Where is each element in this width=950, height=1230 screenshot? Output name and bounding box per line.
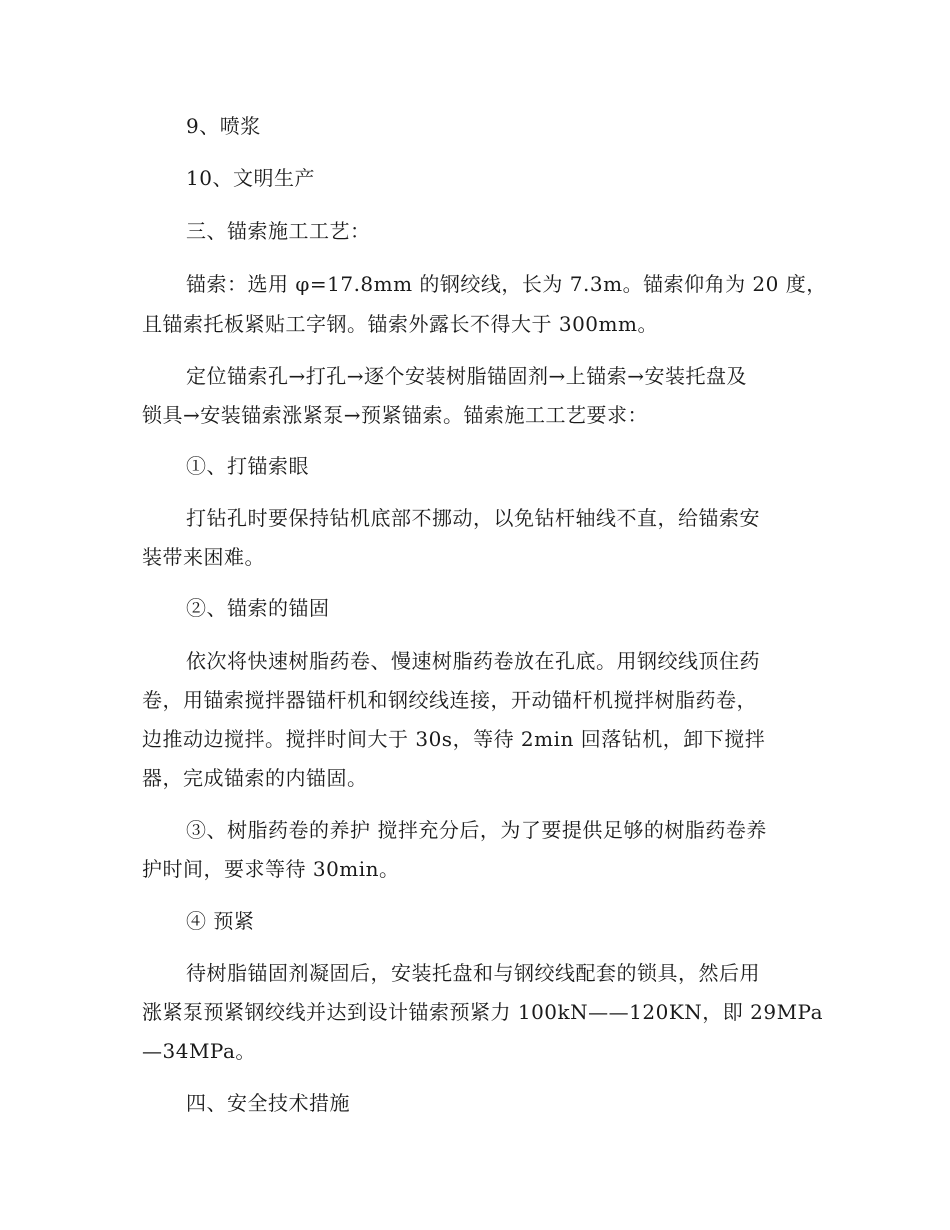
paragraph-line: 打钻孔时要保持钻机底部不挪动，以免钻杆轴线不直，给锚索安 — [186, 506, 760, 530]
section-heading-4: 四、安全技术措施 — [186, 1091, 350, 1115]
paragraph-line: 装带来困难。 — [142, 545, 265, 569]
paragraph-line: 卷，用锚索搅拌器锚杆机和钢绞线连接，开动锚杆机搅拌树脂药卷， — [142, 688, 757, 712]
subheading-step-2: ②、锚索的锚固 — [186, 596, 330, 620]
paragraph-line: 依次将快速树脂药卷、慢速树脂药卷放在孔底。用钢绞线顶住药 — [186, 649, 760, 673]
section-heading-3: 三、锚索施工工艺： — [186, 219, 371, 243]
paragraph-line: 锁具→安装锚索涨紧泵→预紧锚索。锚索施工工艺要求： — [142, 403, 649, 427]
heading-item-10: 10、文明生产 — [186, 166, 315, 190]
paragraph-line: 器，完成锚索的内锚固。 — [142, 766, 368, 790]
paragraph-line: ③、树脂药卷的养护 搅拌充分后，为了要提供足够的树脂药卷养 — [186, 818, 767, 842]
paragraph-line: 定位锚索孔→打孔→逐个安装树脂锚固剂→上锚索→安装托盘及 — [186, 364, 748, 388]
subheading-step-4: ④ 预紧 — [186, 909, 255, 933]
paragraph-line: 待树脂锚固剂凝固后，安装托盘和与钢绞线配套的锁具，然后用 — [186, 961, 760, 985]
paragraph-line: 边推动边搅拌。搅拌时间大于 30s，等待 2min 回落钻机，卸下搅拌 — [142, 727, 766, 751]
paragraph-line: 护时间，要求等待 30min。 — [142, 857, 400, 881]
heading-item-9: 9、喷浆 — [186, 114, 261, 138]
paragraph-line: 涨紧泵预紧钢绞线并达到设计锚索预紧力 100kN——120KN，即 29MPa — [142, 1000, 824, 1024]
paragraph-line: 锚索：选用 φ=17.8mm 的钢绞线，长为 7.3m。锚索仰角为 20 度， — [186, 272, 827, 296]
subheading-step-1: ①、打锚索眼 — [186, 454, 309, 478]
paragraph-line: —34MPa。 — [142, 1039, 256, 1063]
paragraph-line: 且锚索托板紧贴工字钢。锚索外露长不得大于 300mm。 — [142, 312, 658, 336]
